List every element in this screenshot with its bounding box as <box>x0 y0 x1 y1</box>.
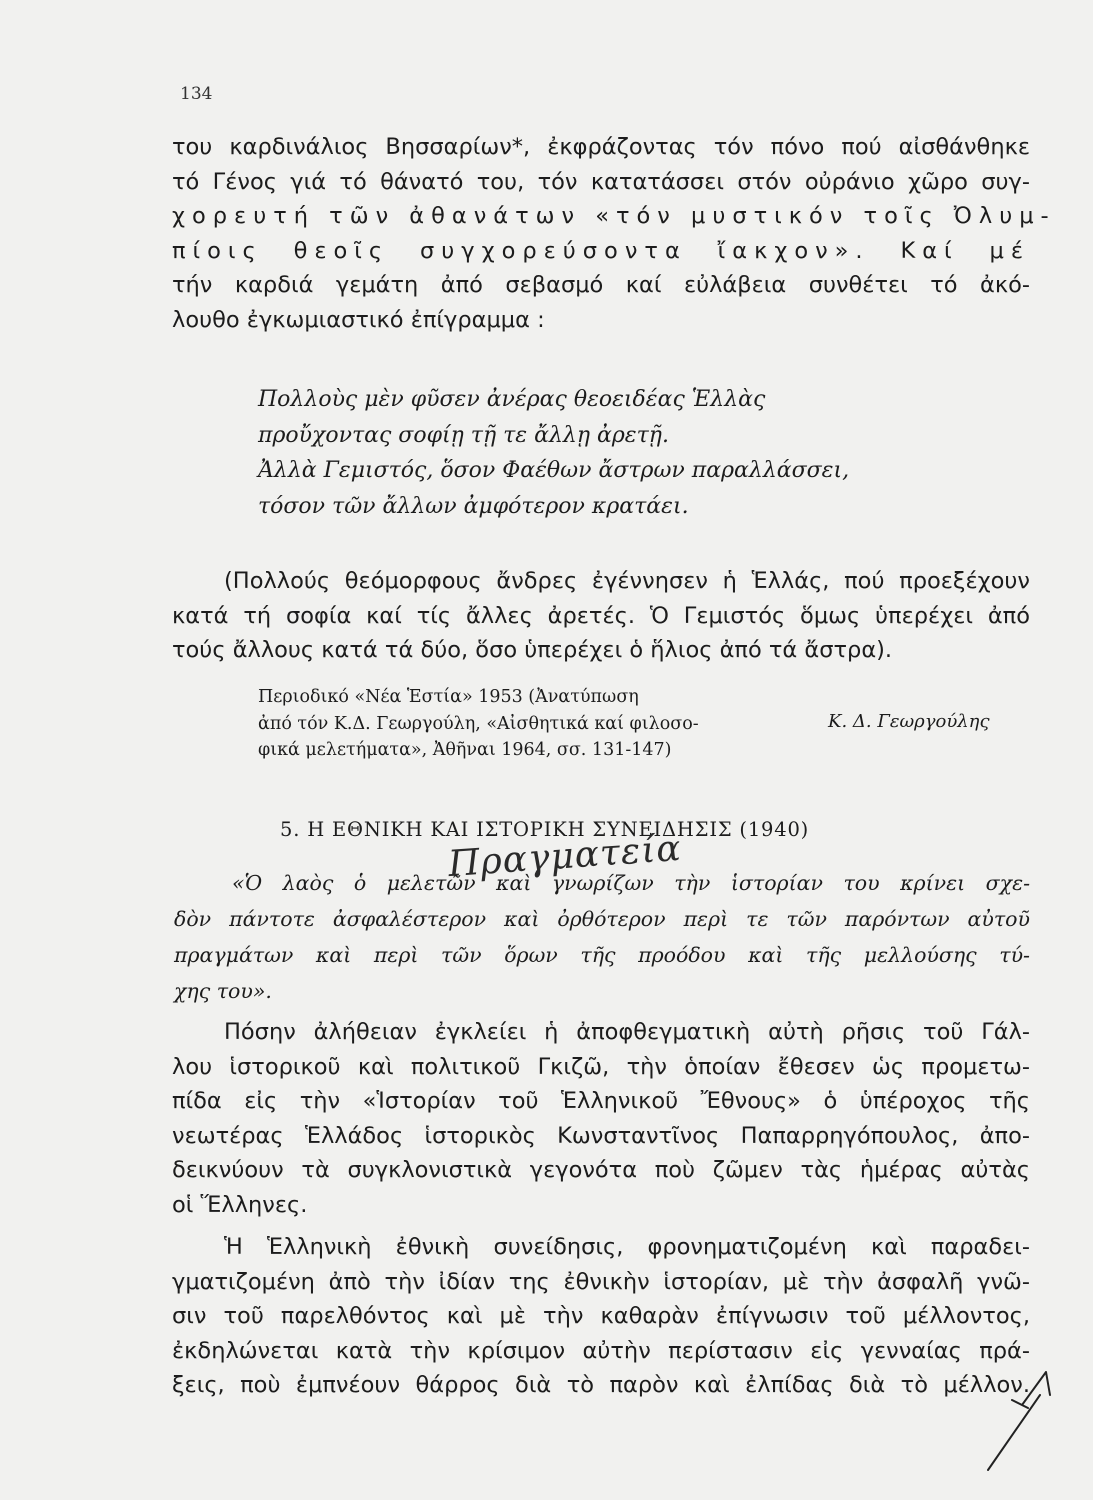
handwritten-note: Πραγματεία <box>446 827 683 886</box>
section-heading: 5. Η ΕΘΝΙΚΗ ΚΑΙ ΙΣΤΟΡΙΚΗ ΣΥΝΕΙΔΗΣΙΣ (1940) <box>280 818 810 841</box>
text-line: τήν καρδιά γεμάτη ἀπό σεβασμό καί εὐλάβεια συνθέτει τό ἀκό- <box>172 272 1030 298</box>
text-line: νεωτέρας Ἑλλάδος ἱστορικὸς Κωνσταντῖνος Παπαρρηγόπουλος, ἀπο- <box>172 1122 1030 1149</box>
text-line: τό Γένος γιά τό θάνατό του, τόν κατατάσσει στόν οὐράνιο χῶρο συγ- <box>172 168 1030 195</box>
quote-line: χης του». <box>174 979 272 1003</box>
text-line: οἱ Ἕλληνες. <box>172 1191 308 1218</box>
quote-line: «Ὁ λαὸς ὁ μελετῶν καὶ γνωρίζων τὴν ἱστορίαν του κρίνει σχε- <box>232 871 1030 895</box>
author-signature: Κ. Δ. Γεωργούλης <box>828 711 990 732</box>
quote-line: δὸν πάντοτε ἀσφαλέστερον καὶ ὀρθότερον περὶ τε τῶν παρόντων αὐτοῦ <box>174 907 1030 931</box>
text-line: (Πολλούς θεόμορφους ἄνδρες ἐγέννησεν ἡ Ἑλλάς, πού προεξέχουν <box>224 568 1030 594</box>
text-line: κατά τή σοφία καί τίς ἄλλες ἀρετές. Ὁ Γεμιστός ὅμως ὑπερέχει ἀπό <box>172 602 1030 629</box>
citation-line: ἀπό τόν Κ.Δ. Γεωργούλη, «Αἰσθητικά καί φιλοσο- <box>258 713 699 734</box>
text-line: δεικνύουν τὰ συγκλονιστικὰ γεγονότα ποὺ ζῶμεν τὰς ἡμέρας αὐτὰς <box>172 1157 1030 1183</box>
text-line: λου ἱστορικοῦ καὶ πολιτικοῦ Γκιζῶ, τὴν ὁποίαν ἔθεσεν ὡς προμετω- <box>172 1053 1030 1080</box>
epigram-line: Πολλοὺς μὲν φῦσεν ἀνέρας θεοειδέας Ἑλλὰς <box>258 387 766 412</box>
text-line: του καρδινάλιος Βησσαρίων*, ἐκφράζοντας τόν πόνο πού αἰσθάνθηκε <box>172 134 1030 160</box>
text-line: γματιζομένη ἀπὸ τὴν ἰδίαν της ἐθνικὴν ἱστορίαν, μὲ τὴν ἀσφαλῆ γνῶ- <box>172 1268 1030 1295</box>
text-line: λουθο ἐγκωμιαστικό ἐπίγραμμα : <box>172 306 545 333</box>
citation-line: φικά μελετήματα», Ἀθῆναι 1964, σσ. 131-147) <box>258 740 672 760</box>
quote-line: πραγμάτων καὶ περὶ τῶν ὅρων τῆς προόδου καὶ τῆς μελλούσης τύ- <box>174 943 1030 967</box>
citation-line: Περιοδικό «Νέα Ἑστία» 1953 (Ἀνατύπωση <box>258 687 639 707</box>
text-line: χορευτή τῶν ἀθανάτων «τόν μυστικόν τοῖς Ὀλυμ- <box>172 203 1056 229</box>
pen-stroke <box>988 1372 1050 1470</box>
epigram-line: Ἀλλὰ Γεμιστός, ὅσον Φαέθων ἄστρων παραλλάσσει, <box>258 458 850 483</box>
epigram-line: τόσον τῶν ἄλλων ἀμφότερον κρατάει. <box>258 493 689 519</box>
text-line: Πόσην ἀλήθειαν ἐγκλείει ἡ ἀποφθεγματικὴ αὐτὴ ρῆσις τοῦ Γάλ- <box>224 1019 1030 1045</box>
text-line: τούς ἄλλους κατά τά δύο, ὅσο ὑπερέχει ὁ ἥλιος ἀπό τά ἄστρα). <box>172 637 893 663</box>
text-line: πίδα εἰς τὴν «Ἱστορίαν τοῦ Ἑλληνικοῦ Ἔθνους» ὁ ὑπέροχος τῆς <box>172 1088 1030 1114</box>
page-number: 134 <box>180 84 213 104</box>
epigram-line: προὔχοντας σοφίῃ τῇ τε ἄλλῃ ἀρετῇ. <box>258 422 669 448</box>
text-line: ἐκδηλώνεται κατὰ τὴν κρίσιμον αὐτὴν περίστασιν εἰς γενναίας πρά- <box>172 1337 1030 1364</box>
text-line: πίοις θεοῖς συγχορεύσοντα ἴακχον». Καί μέ <box>172 237 1030 264</box>
text-line: ξεις, ποὺ ἐμπνέουν θάρρος διὰ τὸ παρὸν καὶ ἐλπίδας διὰ τὸ μέλλον. <box>172 1372 1030 1398</box>
text-line: σιν τοῦ παρελθόντος καὶ μὲ τὴν καθαρὰν ἐπίγνωσιν τοῦ μέλλοντος, <box>172 1303 1030 1329</box>
text-line: Ἡ Ἑλληνικὴ ἐθνικὴ συνείδησις, φρονηματιζομένη καὶ παραδει- <box>224 1234 1030 1260</box>
